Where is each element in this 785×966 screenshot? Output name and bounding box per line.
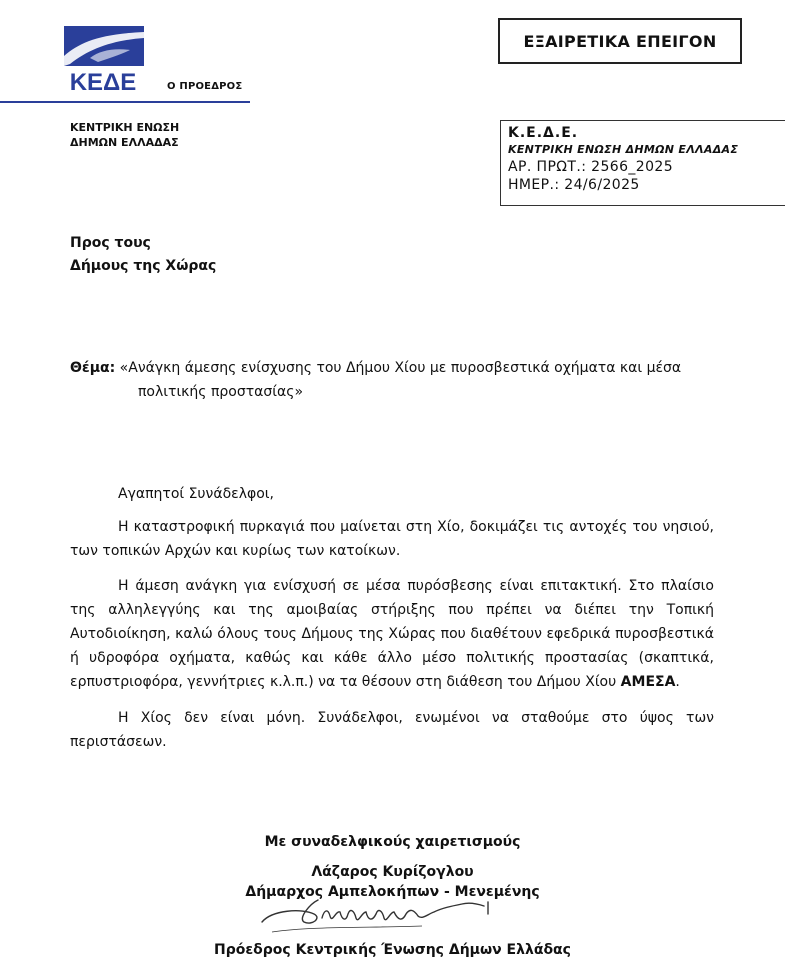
- closing-regards: Με συναδελφικούς χαιρετισμούς: [264, 834, 521, 850]
- body-paragraph-1: [70, 515, 714, 563]
- signature: [252, 892, 502, 942]
- org-line-2: ΔΗΜΩΝ ΕΛΛΑΔΑΣ: [70, 136, 179, 149]
- president-label: Ο ΠΡΟΕΔΡΟΣ: [167, 81, 243, 92]
- body-paragraph-2-text: Η άμεση ανάγκη για ενίσχυσή σε μέσα πυρόσβεσης είναι επιτακτική. Στο πλαίσιο της αλληλεγγύης και της αμοιβαίας στήριξης που πρέπει να διέπει την Τοπική Αυτοδιοίκηση, καλώ όλους τους Δήμους της Χώρας που διαθέτουν εφεδρικά πυροσβεστικά ή υδροφόρα οχήματα, καθώς και κάθε άλλο μέσο πολιτικής προστασίας (σκαπτικά, ερπυστριοφόρα, γεννήτριες κ.λ.π.) να τα θέσουν στη διάθεση του Δήμου Χίου: [70, 578, 714, 690]
- signer-position: Πρόεδρος Κεντρικής Ένωσης Δήμων Ελλάδας: [214, 942, 571, 958]
- signer-title: Δήμαρχος Αμπελοκήπων - Μενεμένης: [245, 884, 540, 900]
- protocol-org-name: ΚΕΝΤΡΙΚΗ ΕΝΩΣΗ ΔΗΜΩΝ ΕΛΛΑΔΑΣ: [508, 143, 739, 156]
- urgent-stamp: ΕΞΑΙΡΕΤΙΚΑ ΕΠΕΙΓΟΝ: [498, 18, 742, 64]
- org-line-1: ΚΕΝΤΡΙΚΗ ΕΝΩΣΗ: [70, 121, 180, 134]
- logo-text: ΚΕΔΕ: [69, 69, 137, 94]
- protocol-stamp: [500, 120, 785, 206]
- protocol-number: ΑΡ. ΠΡΩΤ.: 2566_2025: [508, 159, 674, 175]
- subject-label: Θέμα:: [70, 360, 116, 376]
- body-paragraph-1-text: Η καταστροφική πυρκαγιά που μαίνεται στη Χίο, δοκιμάζει τις αντοχές του νησιού, των τοπικών Αρχών και κυρίως των κατοίκων.: [70, 519, 714, 559]
- recipients-line-2: Δήμους της Χώρας: [70, 258, 217, 274]
- org-name: [70, 120, 179, 150]
- header-rule: [0, 101, 250, 103]
- greeting: Αγαπητοί Συνάδελφοι,: [118, 486, 274, 502]
- signer-name: Λάζαρος Κυρίζογλου: [311, 864, 474, 880]
- body-paragraph-2: [70, 574, 714, 694]
- protocol-org-abbr: Κ.Ε.Δ.Ε.: [508, 125, 579, 141]
- subject: [70, 356, 714, 404]
- body-paragraph-3-text: Η Χίος δεν είναι μόνη. Συνάδελφοι, ενωμένοι να σταθούμε στο ύψος των περιστάσεων.: [70, 710, 714, 750]
- recipients: [70, 232, 216, 278]
- subject-line-2: πολιτικής προστασίας»: [138, 384, 304, 400]
- recipients-line-1: Προς τους: [70, 235, 151, 251]
- body-paragraph-3: [70, 706, 714, 754]
- subject-line-1: «Ανάγκη άμεσης ενίσχυσης του Δήμου Χίου με πυροσβεστικά οχήματα και μέσα: [119, 360, 682, 376]
- body-emphasis: ΑΜΕΣΑ: [620, 674, 676, 690]
- body-paragraph-2-end: .: [675, 674, 680, 690]
- protocol-date: ΗΜΕΡ.: 24/6/2025: [508, 177, 640, 193]
- kede-logo: [60, 24, 146, 94]
